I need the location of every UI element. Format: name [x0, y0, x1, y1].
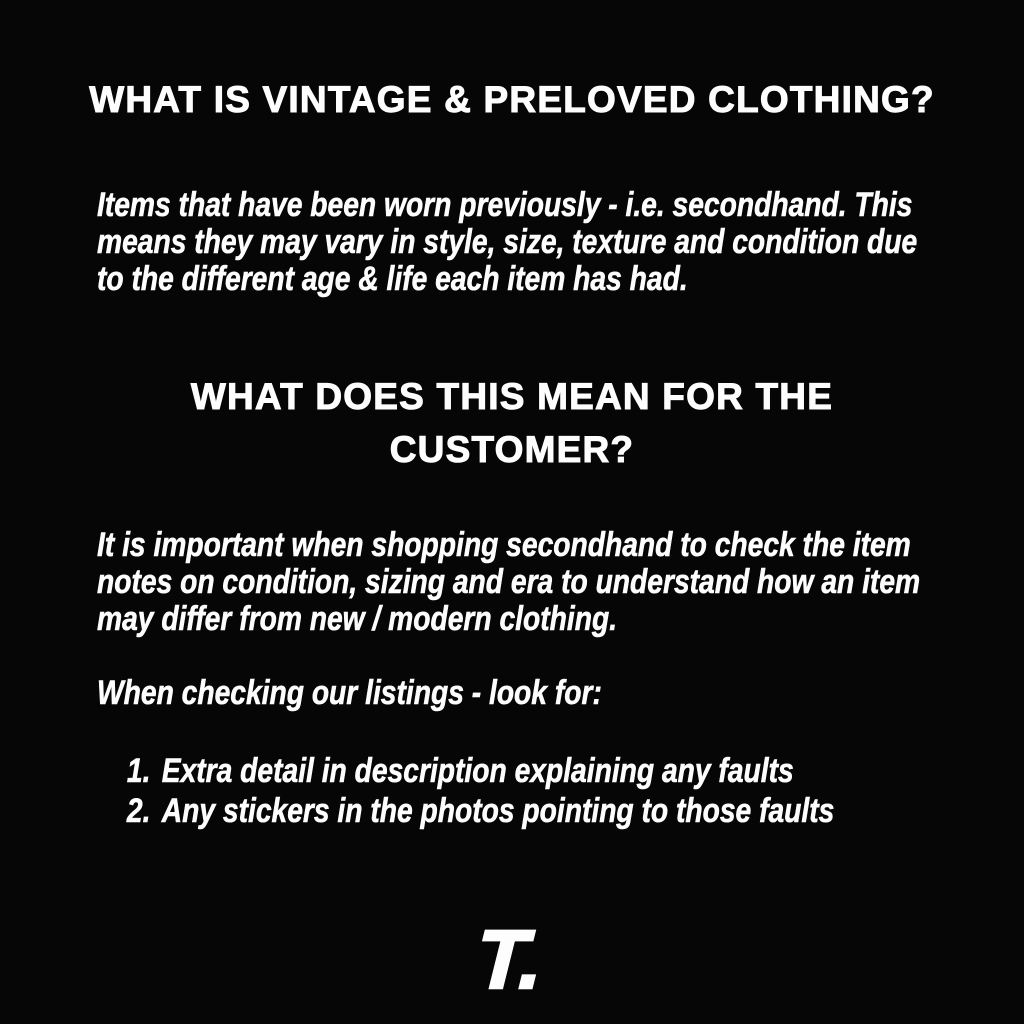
- customer-heading: [0, 370, 1024, 476]
- checklist-item-2-number: 2.: [126, 792, 151, 830]
- intro-paragraph: [97, 187, 917, 298]
- customer-paragraph-line-2: notes on condition, sizing and era to understand how an item: [97, 563, 921, 601]
- customer-heading-line-1: WHAT DOES THIS MEAN FOR THE: [190, 376, 834, 417]
- brand-logo: T.: [466, 913, 558, 1006]
- intro-paragraph-line-2: means they may vary in style, size, texture and condition due: [97, 223, 918, 261]
- checklist: [97, 751, 834, 831]
- customer-paragraph-line-3: may differ from new / modern clothing.: [97, 600, 618, 638]
- intro-paragraph-line-3: to the different age & life each item has had.: [97, 260, 688, 298]
- checklist-item-1-text: Extra detail in description explaining any faults: [161, 752, 794, 790]
- checklist-item-1-number: 1.: [126, 752, 151, 790]
- checklist-item-2: [97, 791, 834, 831]
- customer-paragraph: [97, 527, 920, 638]
- customer-heading-line-2: CUSTOMER?: [389, 429, 635, 470]
- intro-paragraph-line-1: Items that have been worn previously - i.e. secondhand. This: [97, 186, 913, 224]
- customer-paragraph-line-1: It is important when shopping secondhand to check the item: [97, 526, 911, 564]
- checklist-intro: When checking our listings - look for:: [97, 674, 602, 712]
- poster-title: WHAT IS VINTAGE & PRELOVED CLOTHING?: [89, 79, 935, 120]
- checklist-item-1: [97, 751, 834, 791]
- checklist-item-2-text: Any stickers in the photos pointing to those faults: [161, 792, 835, 830]
